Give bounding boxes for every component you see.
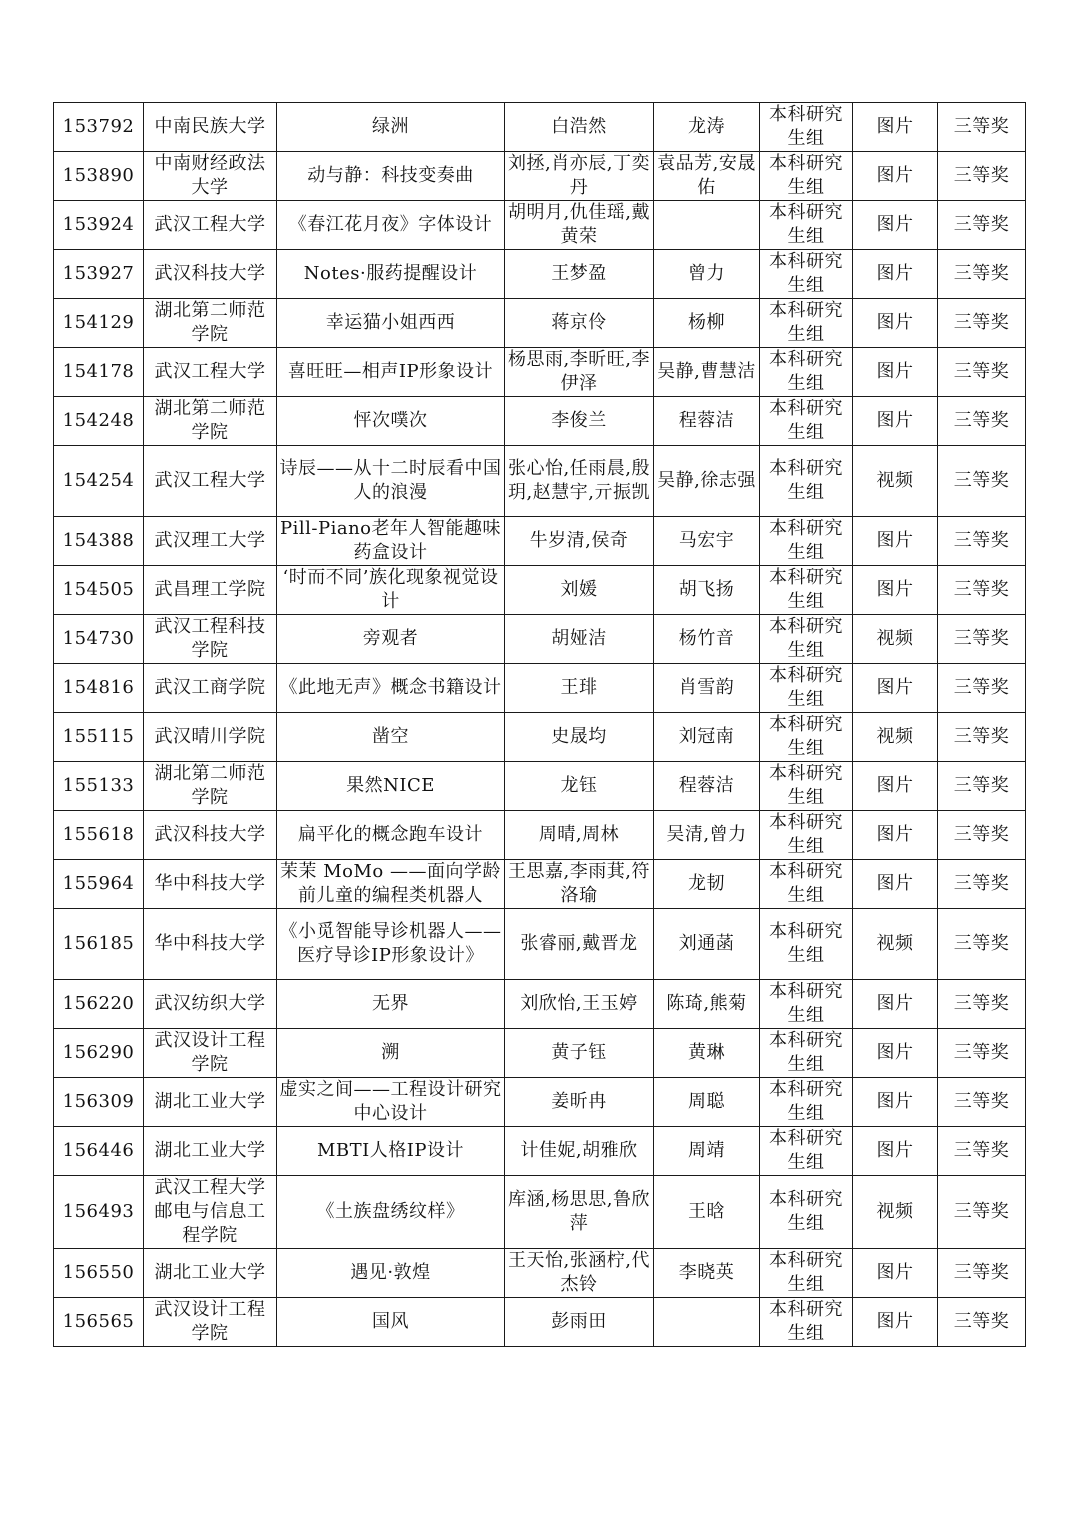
- advisor-cell: 杨柳: [654, 299, 760, 348]
- entry-id-cell: 154816: [54, 664, 144, 713]
- advisor-cell: 曾力: [654, 250, 760, 299]
- school-cell: 武汉科技大学: [144, 250, 277, 299]
- work-title-cell: 旁观者: [277, 615, 505, 664]
- entry-id-cell: 154129: [54, 299, 144, 348]
- advisor-cell: 李晓英: [654, 1249, 760, 1298]
- work-title-cell: 遇见·敦煌: [277, 1249, 505, 1298]
- school-cell: 武汉纺织大学: [144, 980, 277, 1029]
- school-cell: 武汉晴川学院: [144, 713, 277, 762]
- school-cell: 武汉理工大学: [144, 517, 277, 566]
- award-list-sheet: [53, 102, 1026, 1347]
- category-cell: 图片: [853, 566, 938, 615]
- table-row: [54, 250, 1026, 299]
- group-cell: 本科研究生组: [760, 1078, 853, 1127]
- table-row: [54, 348, 1026, 397]
- category-cell: 图片: [853, 1127, 938, 1176]
- table-row: [54, 299, 1026, 348]
- work-title-cell: 动与静：科技变奏曲: [277, 152, 505, 201]
- advisor-cell: 刘冠南: [654, 713, 760, 762]
- work-title-cell: 绿洲: [277, 103, 505, 152]
- group-cell: 本科研究生组: [760, 1127, 853, 1176]
- advisor-cell: 马宏宇: [654, 517, 760, 566]
- group-cell: 本科研究生组: [760, 1298, 853, 1347]
- group-cell: 本科研究生组: [760, 348, 853, 397]
- table-row: [54, 1029, 1026, 1078]
- category-cell: 图片: [853, 811, 938, 860]
- table-row: [54, 811, 1026, 860]
- authors-cell: 姜昕冉: [505, 1078, 654, 1127]
- award-cell: 三等奖: [938, 152, 1026, 201]
- entry-id-cell: 154388: [54, 517, 144, 566]
- table-row: [54, 566, 1026, 615]
- group-cell: 本科研究生组: [760, 103, 853, 152]
- work-title-cell: 《土族盘绣纹样》: [277, 1176, 505, 1249]
- school-cell: 武汉科技大学: [144, 811, 277, 860]
- category-cell: 图片: [853, 1298, 938, 1347]
- authors-cell: 黄子钰: [505, 1029, 654, 1078]
- award-cell: 三等奖: [938, 1127, 1026, 1176]
- award-cell: 三等奖: [938, 566, 1026, 615]
- entry-id-cell: 154730: [54, 615, 144, 664]
- group-cell: 本科研究生组: [760, 201, 853, 250]
- award-cell: 三等奖: [938, 664, 1026, 713]
- school-cell: 华中科技大学: [144, 860, 277, 909]
- award-cell: 三等奖: [938, 348, 1026, 397]
- award-cell: 三等奖: [938, 1249, 1026, 1298]
- school-cell: 武昌理工学院: [144, 566, 277, 615]
- table-row: [54, 152, 1026, 201]
- table-row: [54, 397, 1026, 446]
- school-cell: 武汉工程大学邮电与信息工程学院: [144, 1176, 277, 1249]
- advisor-cell: 周靖: [654, 1127, 760, 1176]
- category-cell: 图片: [853, 152, 938, 201]
- table-row: [54, 517, 1026, 566]
- school-cell: 武汉工程科技学院: [144, 615, 277, 664]
- group-cell: 本科研究生组: [760, 811, 853, 860]
- entry-id-cell: 154505: [54, 566, 144, 615]
- category-cell: 视频: [853, 713, 938, 762]
- school-cell: 中南民族大学: [144, 103, 277, 152]
- award-cell: 三等奖: [938, 615, 1026, 664]
- work-title-cell: ‘时而不同’族化现象视觉设计: [277, 566, 505, 615]
- entry-id-cell: 154254: [54, 446, 144, 517]
- table-row: [54, 762, 1026, 811]
- group-cell: 本科研究生组: [760, 397, 853, 446]
- work-title-cell: MBTI人格IP设计: [277, 1127, 505, 1176]
- group-cell: 本科研究生组: [760, 909, 853, 980]
- authors-cell: 张心怡,任雨晨,殷玥,赵慧宇,亓振凯: [505, 446, 654, 517]
- authors-cell: 蒋京伶: [505, 299, 654, 348]
- school-cell: 中南财经政法大学: [144, 152, 277, 201]
- work-title-cell: 果然NICE: [277, 762, 505, 811]
- advisor-cell: 杨竹音: [654, 615, 760, 664]
- table-row: [54, 1127, 1026, 1176]
- group-cell: 本科研究生组: [760, 1176, 853, 1249]
- award-table-body: [54, 103, 1026, 1347]
- work-title-cell: 《春江花月夜》字体设计: [277, 201, 505, 250]
- work-title-cell: Notes·服药提醒设计: [277, 250, 505, 299]
- table-row: [54, 1249, 1026, 1298]
- school-cell: 湖北第二师范学院: [144, 762, 277, 811]
- entry-id-cell: 153927: [54, 250, 144, 299]
- award-cell: 三等奖: [938, 811, 1026, 860]
- authors-cell: 王梦盈: [505, 250, 654, 299]
- advisor-cell: 陈琦,熊菊: [654, 980, 760, 1029]
- school-cell: 湖北工业大学: [144, 1078, 277, 1127]
- category-cell: 图片: [853, 299, 938, 348]
- authors-cell: 刘媛: [505, 566, 654, 615]
- advisor-cell: 胡飞扬: [654, 566, 760, 615]
- table-row: [54, 446, 1026, 517]
- authors-cell: 龙钰: [505, 762, 654, 811]
- group-cell: 本科研究生组: [760, 1249, 853, 1298]
- entry-id-cell: 155618: [54, 811, 144, 860]
- work-title-cell: 虚实之间——工程设计研究中心设计: [277, 1078, 505, 1127]
- group-cell: 本科研究生组: [760, 664, 853, 713]
- advisor-cell: 吴静,徐志强: [654, 446, 760, 517]
- award-cell: 三等奖: [938, 103, 1026, 152]
- table-row: [54, 713, 1026, 762]
- advisor-cell: 肖雪韵: [654, 664, 760, 713]
- entry-id-cell: 156185: [54, 909, 144, 980]
- authors-cell: 胡娅洁: [505, 615, 654, 664]
- work-title-cell: 溯: [277, 1029, 505, 1078]
- award-cell: 三等奖: [938, 446, 1026, 517]
- work-title-cell: 诗辰——从十二时辰看中国人的浪漫: [277, 446, 505, 517]
- group-cell: 本科研究生组: [760, 446, 853, 517]
- group-cell: 本科研究生组: [760, 250, 853, 299]
- entry-id-cell: 155133: [54, 762, 144, 811]
- work-title-cell: 国风: [277, 1298, 505, 1347]
- school-cell: 武汉工程大学: [144, 348, 277, 397]
- advisor-cell: 程蓉洁: [654, 397, 760, 446]
- work-title-cell: 无界: [277, 980, 505, 1029]
- category-cell: 图片: [853, 250, 938, 299]
- authors-cell: 白浩然: [505, 103, 654, 152]
- school-cell: 华中科技大学: [144, 909, 277, 980]
- group-cell: 本科研究生组: [760, 517, 853, 566]
- work-title-cell: 扁平化的概念跑车设计: [277, 811, 505, 860]
- authors-cell: 牛岁清,侯奇: [505, 517, 654, 566]
- authors-cell: 库涵,杨思思,鲁欣萍: [505, 1176, 654, 1249]
- school-cell: 武汉工程大学: [144, 201, 277, 250]
- award-cell: 三等奖: [938, 1176, 1026, 1249]
- group-cell: 本科研究生组: [760, 713, 853, 762]
- table-row: [54, 860, 1026, 909]
- school-cell: 湖北工业大学: [144, 1249, 277, 1298]
- award-cell: 三等奖: [938, 299, 1026, 348]
- authors-cell: 王天怡,张涵柠,代杰铃: [505, 1249, 654, 1298]
- table-row: [54, 909, 1026, 980]
- award-cell: 三等奖: [938, 1029, 1026, 1078]
- award-cell: 三等奖: [938, 1078, 1026, 1127]
- entry-id-cell: 156290: [54, 1029, 144, 1078]
- work-title-cell: 怦次噗次: [277, 397, 505, 446]
- entry-id-cell: 155964: [54, 860, 144, 909]
- entry-id-cell: 156493: [54, 1176, 144, 1249]
- school-cell: 武汉设计工程学院: [144, 1029, 277, 1078]
- advisor-cell: 袁品芳,安晟佑: [654, 152, 760, 201]
- table-row: [54, 103, 1026, 152]
- entry-id-cell: 156446: [54, 1127, 144, 1176]
- group-cell: 本科研究生组: [760, 299, 853, 348]
- authors-cell: 史晟均: [505, 713, 654, 762]
- table-row: [54, 201, 1026, 250]
- group-cell: 本科研究生组: [760, 860, 853, 909]
- award-cell: 三等奖: [938, 762, 1026, 811]
- group-cell: 本科研究生组: [760, 980, 853, 1029]
- advisor-cell: 程蓉洁: [654, 762, 760, 811]
- authors-cell: 彭雨田: [505, 1298, 654, 1347]
- school-cell: 武汉工商学院: [144, 664, 277, 713]
- authors-cell: 刘欣怡,王玉婷: [505, 980, 654, 1029]
- table-row: [54, 615, 1026, 664]
- award-cell: 三等奖: [938, 517, 1026, 566]
- table-row: [54, 1078, 1026, 1127]
- award-table: [53, 102, 1026, 1347]
- school-cell: 湖北第二师范学院: [144, 397, 277, 446]
- work-title-cell: 幸运猫小姐西西: [277, 299, 505, 348]
- category-cell: 图片: [853, 1029, 938, 1078]
- entry-id-cell: 153924: [54, 201, 144, 250]
- advisor-cell: 龙涛: [654, 103, 760, 152]
- advisor-cell: 龙韧: [654, 860, 760, 909]
- authors-cell: 刘拯,肖亦辰,丁奕丹: [505, 152, 654, 201]
- category-cell: 视频: [853, 1176, 938, 1249]
- authors-cell: 周晴,周林: [505, 811, 654, 860]
- category-cell: 视频: [853, 615, 938, 664]
- group-cell: 本科研究生组: [760, 615, 853, 664]
- school-cell: 湖北第二师范学院: [144, 299, 277, 348]
- entry-id-cell: 154248: [54, 397, 144, 446]
- authors-cell: 杨思雨,李昕旺,李伊泽: [505, 348, 654, 397]
- award-cell: 三等奖: [938, 909, 1026, 980]
- advisor-cell: 吴清,曾力: [654, 811, 760, 860]
- category-cell: 图片: [853, 980, 938, 1029]
- authors-cell: 王琲: [505, 664, 654, 713]
- advisor-cell: [654, 201, 760, 250]
- group-cell: 本科研究生组: [760, 566, 853, 615]
- category-cell: 图片: [853, 103, 938, 152]
- category-cell: 图片: [853, 1078, 938, 1127]
- award-cell: 三等奖: [938, 201, 1026, 250]
- work-title-cell: 《小觅智能导诊机器人——医疗导诊IP形象设计》: [277, 909, 505, 980]
- category-cell: 视频: [853, 446, 938, 517]
- table-row: [54, 1298, 1026, 1347]
- advisor-cell: 周聪: [654, 1078, 760, 1127]
- school-cell: 武汉设计工程学院: [144, 1298, 277, 1347]
- entry-id-cell: 156565: [54, 1298, 144, 1347]
- table-row: [54, 1176, 1026, 1249]
- entry-id-cell: 155115: [54, 713, 144, 762]
- work-title-cell: Pill-Piano老年人智能趣味药盒设计: [277, 517, 505, 566]
- entry-id-cell: 156550: [54, 1249, 144, 1298]
- entry-id-cell: 153890: [54, 152, 144, 201]
- work-title-cell: 茉茉 MoMo ——面向学龄前儿童的编程类机器人: [277, 860, 505, 909]
- category-cell: 图片: [853, 762, 938, 811]
- category-cell: 图片: [853, 664, 938, 713]
- group-cell: 本科研究生组: [760, 1029, 853, 1078]
- authors-cell: 张睿丽,戴晋龙: [505, 909, 654, 980]
- advisor-cell: 王晗: [654, 1176, 760, 1249]
- advisor-cell: [654, 1298, 760, 1347]
- school-cell: 武汉工程大学: [144, 446, 277, 517]
- group-cell: 本科研究生组: [760, 762, 853, 811]
- award-cell: 三等奖: [938, 397, 1026, 446]
- advisor-cell: 刘通菡: [654, 909, 760, 980]
- advisor-cell: 吴静,曹慧洁: [654, 348, 760, 397]
- group-cell: 本科研究生组: [760, 152, 853, 201]
- work-title-cell: 《此地无声》概念书籍设计: [277, 664, 505, 713]
- authors-cell: 李俊兰: [505, 397, 654, 446]
- award-cell: 三等奖: [938, 980, 1026, 1029]
- award-cell: 三等奖: [938, 1298, 1026, 1347]
- entry-id-cell: 156309: [54, 1078, 144, 1127]
- category-cell: 图片: [853, 201, 938, 250]
- category-cell: 图片: [853, 517, 938, 566]
- work-title-cell: 凿空: [277, 713, 505, 762]
- entry-id-cell: 153792: [54, 103, 144, 152]
- entry-id-cell: 156220: [54, 980, 144, 1029]
- category-cell: 图片: [853, 348, 938, 397]
- work-title-cell: 喜旺旺—相声IP形象设计: [277, 348, 505, 397]
- award-cell: 三等奖: [938, 713, 1026, 762]
- authors-cell: 计佳妮,胡雅欣: [505, 1127, 654, 1176]
- school-cell: 湖北工业大学: [144, 1127, 277, 1176]
- award-cell: 三等奖: [938, 860, 1026, 909]
- table-row: [54, 664, 1026, 713]
- award-cell: 三等奖: [938, 250, 1026, 299]
- advisor-cell: 黄琳: [654, 1029, 760, 1078]
- entry-id-cell: 154178: [54, 348, 144, 397]
- category-cell: 图片: [853, 860, 938, 909]
- category-cell: 视频: [853, 909, 938, 980]
- authors-cell: 王思嘉,李雨萁,符洛瑜: [505, 860, 654, 909]
- category-cell: 图片: [853, 1249, 938, 1298]
- table-row: [54, 980, 1026, 1029]
- authors-cell: 胡明月,仇佳瑶,戴黄荣: [505, 201, 654, 250]
- category-cell: 图片: [853, 397, 938, 446]
